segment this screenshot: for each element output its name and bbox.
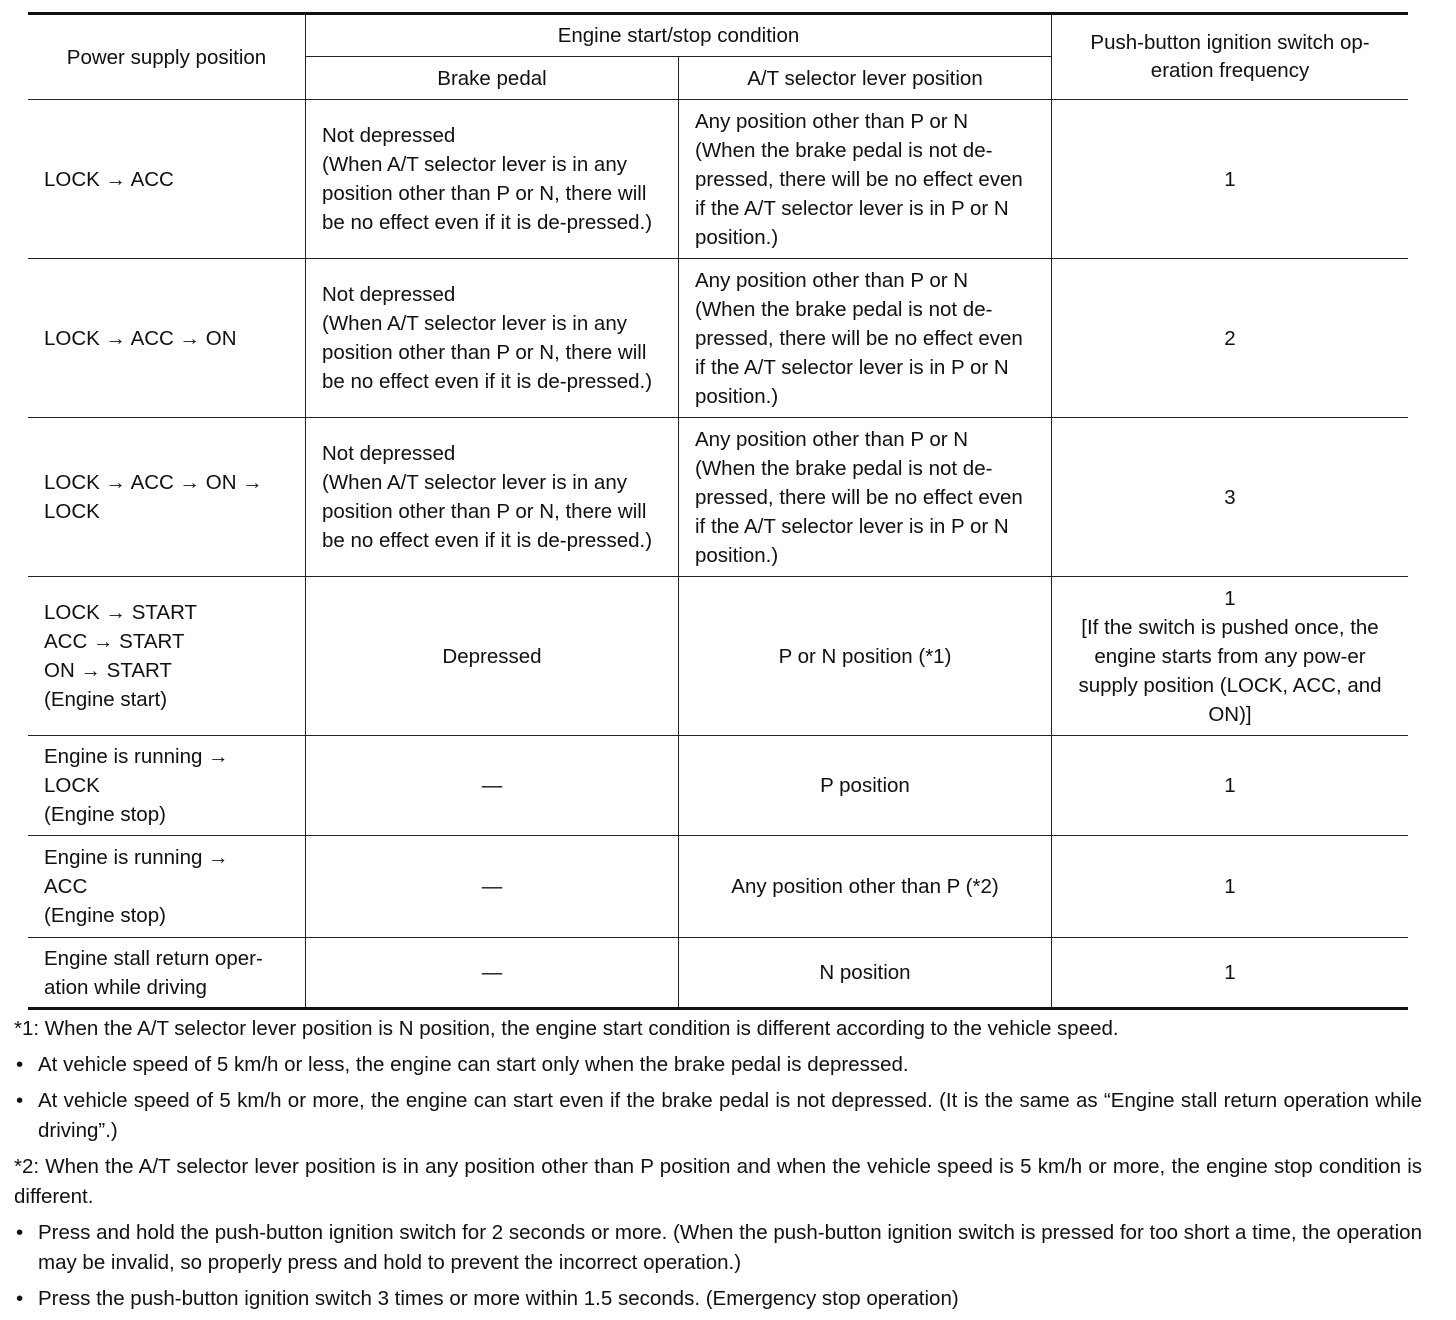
bullet-text: At vehicle speed of 5 km/h or more, the engine can start even if the brake pedal is not depressed. (It is the same as “Engine stall return operation while driving”.): [38, 1089, 1422, 1142]
cell-frequency: 1 [If the switch is pushed once, the engine starts from any pow-er supply position (LOCK, ACC, and ON)]: [1052, 577, 1409, 736]
table-row: [28, 100, 1408, 259]
cell-brake: Not depressed (When A/T selector lever is in any position other than P or N, there will be no effect even if it is de-pressed.): [306, 418, 679, 577]
cell-frequency: 1: [1052, 100, 1409, 259]
bullet-icon: •: [16, 1221, 24, 1244]
list-item: [14, 1086, 1422, 1146]
bullet-icon: •: [16, 1089, 24, 1112]
cell-brake: —: [306, 836, 679, 938]
cell-at: Any position other than P or N (When the brake pedal is not de-pressed, there will be no effect even if the A/T selector lever is in P or N position.): [679, 100, 1052, 259]
cell-frequency: 3: [1052, 418, 1409, 577]
header-engine-condition: Engine start/stop condition: [306, 14, 1052, 57]
cell-at: P or N position (*1): [679, 577, 1052, 736]
table-row: [28, 577, 1408, 736]
table-row: [28, 938, 1408, 1009]
cell-at: Any position other than P (*2): [679, 836, 1052, 938]
bullet-icon: •: [16, 1287, 24, 1310]
bullet-text: Press and hold the push-button ignition switch for 2 seconds or more. (When the push-button ignition switch is pressed for too short a time, the operation may be invalid, so properly press and hold to prevent the incorrect operation.): [38, 1221, 1422, 1274]
footnote-2: *2: When the A/T selector lever position is in any position other than P position and when the vehicle speed is 5 km/h or more, the engine stop condition is different.: [14, 1155, 1422, 1208]
cell-brake: —: [306, 938, 679, 1009]
footnote-1-bullets: [14, 1050, 1422, 1146]
header-at-selector: A/T selector lever position: [679, 57, 1052, 100]
list-item: [14, 1284, 1422, 1314]
cell-at: Any position other than P or N (When the brake pedal is not de-pressed, there will be no effect even if the A/T selector lever is in P or N position.): [679, 259, 1052, 418]
cell-position: Engine stall return oper- ation while driving: [28, 938, 306, 1009]
cell-at: Any position other than P or N (When the brake pedal is not de-pressed, there will be no effect even if the A/T selector lever is in P or N position.): [679, 418, 1052, 577]
bullet-text: Press the push-button ignition switch 3 times or more within 1.5 seconds. (Emergency stop operation): [38, 1287, 959, 1310]
cell-brake: Not depressed (When A/T selector lever is in any position other than P or N, there will be no effect even if it is de-pressed.): [306, 259, 679, 418]
cell-frequency: 1: [1052, 736, 1409, 836]
cell-brake: Depressed: [306, 577, 679, 736]
cell-brake: —: [306, 736, 679, 836]
footnote-1: *1: When the A/T selector lever position is N position, the engine start condition is different according to the vehicle speed.: [14, 1017, 1119, 1040]
table-row: [28, 836, 1408, 938]
cell-at: N position: [679, 938, 1052, 1009]
cell-brake: Not depressed (When A/T selector lever is in any position other than P or N, there will be no effect even if it is de-pressed.): [306, 100, 679, 259]
bullet-text: At vehicle speed of 5 km/h or less, the engine can start only when the brake pedal is depressed.: [38, 1053, 909, 1076]
footnotes: [14, 1014, 1422, 1320]
cell-position: LOCK → ACC: [28, 100, 306, 259]
header-frequency: Push-button ignition switch op- eration frequency: [1052, 14, 1409, 100]
footnote-2-bullets: [14, 1218, 1422, 1314]
engine-start-stop-table: [28, 12, 1408, 1010]
table-row: [28, 259, 1408, 418]
list-item: [14, 1050, 1422, 1080]
table-row: [28, 418, 1408, 577]
cell-at: P position: [679, 736, 1052, 836]
list-item: [14, 1218, 1422, 1278]
cell-frequency: 1: [1052, 938, 1409, 1009]
cell-position: LOCK → ACC → ON → LOCK: [28, 418, 306, 577]
cell-position: LOCK → START ACC → START ON → START (Engine start): [28, 577, 306, 736]
cell-position: LOCK → ACC → ON: [28, 259, 306, 418]
cell-frequency: 1: [1052, 836, 1409, 938]
cell-position: Engine is running → ACC (Engine stop): [28, 836, 306, 938]
cell-frequency: 2: [1052, 259, 1409, 418]
header-power-supply-position: Power supply position: [28, 14, 306, 100]
header-brake-pedal: Brake pedal: [306, 57, 679, 100]
bullet-icon: •: [16, 1053, 24, 1076]
cell-position: Engine is running → LOCK (Engine stop): [28, 736, 306, 836]
table-row: [28, 736, 1408, 836]
